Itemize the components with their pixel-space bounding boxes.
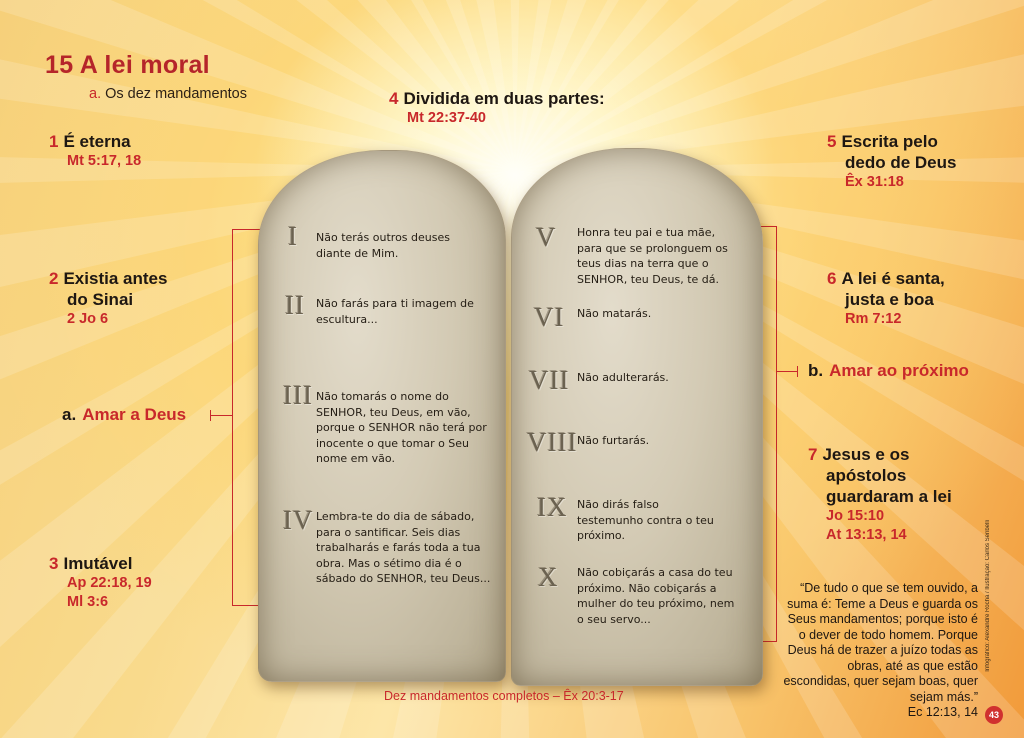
love-god-text: Amar a Deus bbox=[82, 405, 187, 424]
point-heading: Imutável bbox=[63, 554, 133, 573]
commandment-numeral: I bbox=[288, 221, 298, 251]
point-reference: Mt 22:37-40 bbox=[407, 110, 486, 126]
point-heading-line: dedo de Deus bbox=[845, 153, 957, 172]
point-heading-line: justa e boa bbox=[845, 290, 934, 309]
commandment-text: Não dirás falso testemunho contra o teu próximo. bbox=[577, 498, 714, 542]
commandment-text: Não cobiçarás a casa do teu próximo. Não cobiçarás a mulher do teu próximo, nem o seu servo... bbox=[577, 566, 735, 626]
point-heading: Dividida em duas partes: bbox=[403, 89, 605, 108]
commandment-text: Não matarás. bbox=[577, 307, 652, 320]
point-number: 4 bbox=[389, 89, 399, 108]
commandment-numeral: IX bbox=[537, 492, 568, 522]
point-heading: Existia antes bbox=[63, 269, 168, 288]
commandment-text: Lembra-te do dia de sábado, para o santificar. Seis dias trabalharás e farás toda a tua obra. Mas o sétimo dia é o sábado do SENHOR, teu Deus... bbox=[316, 510, 491, 585]
connector-line bbox=[776, 371, 798, 372]
point-reference: Êx 31:18 bbox=[845, 174, 904, 190]
point-heading: Jesus e os bbox=[822, 445, 910, 464]
footer-reference: Dez mandamentos completos – Êx 20:3-17 bbox=[384, 689, 624, 703]
page-subtitle bbox=[89, 86, 247, 102]
point-number: 3 bbox=[49, 554, 59, 573]
point-reference: Rm 7:12 bbox=[845, 311, 902, 327]
point-heading-line: guardaram a lei bbox=[826, 487, 952, 506]
commandment-numeral: III bbox=[283, 380, 313, 410]
point-number: 2 bbox=[49, 269, 59, 288]
point-3 bbox=[49, 553, 152, 612]
commandment-text: Não terás outros deuses diante de Mim. bbox=[316, 231, 450, 260]
point-heading-line: do Sinai bbox=[67, 290, 134, 309]
point-heading: Escrita pelo bbox=[841, 132, 938, 151]
love-neighbor-text: Amar ao próximo bbox=[829, 361, 969, 380]
commandment-text: Não adulterarás. bbox=[577, 371, 669, 384]
love-neighbor-letter: b. bbox=[808, 361, 824, 380]
subtitle-text: Os dez mandamentos bbox=[105, 86, 247, 102]
point-7 bbox=[808, 444, 952, 545]
commandment-numeral: VII bbox=[529, 365, 570, 395]
commandment-numeral: VI bbox=[534, 302, 565, 332]
love-god-label bbox=[62, 405, 186, 425]
subtitle-letter: a. bbox=[89, 86, 102, 102]
point-5 bbox=[827, 131, 956, 192]
quote-text: “De tudo o que se tem ouvido, a suma é: Teme a Deus e guarda os Seus mandamentos; porque isto é o dever de todo homem. Porque Deus há de trazer a juízo todas as obras, até as que estão escondidas, quer sejam boas, quer sejam más.” bbox=[783, 581, 978, 704]
point-heading-line: apóstolos bbox=[826, 466, 907, 485]
point-2 bbox=[49, 268, 167, 329]
light-ray bbox=[515, 0, 746, 170]
point-heading: É eterna bbox=[63, 132, 131, 151]
page-title: 15 A lei moral bbox=[45, 51, 210, 79]
commandment-numeral: V bbox=[536, 222, 557, 252]
love-god-letter: a. bbox=[62, 405, 77, 424]
point-reference: 2 Jo 6 bbox=[67, 311, 109, 327]
point-6 bbox=[827, 268, 945, 329]
bible-quote bbox=[778, 581, 978, 721]
point-1 bbox=[49, 131, 141, 171]
commandment-numeral: X bbox=[538, 562, 559, 592]
commandment-text: Honra teu pai e tua mãe, para que se prolonguem os teus dias na terra que o SENHOR, teu Deus, te dá. bbox=[577, 226, 728, 286]
credit-text: Infográfico: Alexandre Rocha / Ilustração: Carlos Seribelli bbox=[985, 520, 991, 672]
commandment-text: Não farás para ti imagem de escultura... bbox=[316, 297, 474, 326]
point-reference: Mt 5:17, 18 bbox=[67, 153, 142, 169]
point-heading: A lei é santa, bbox=[841, 269, 945, 288]
commandment-numeral: IV bbox=[283, 505, 314, 535]
connector-tick bbox=[210, 410, 211, 421]
commandment-text: Não tomarás o nome do SENHOR, teu Deus, em vão, porque o SENHOR não terá por inocente o que tomar o Seu nome em vão. bbox=[316, 390, 487, 465]
commandment-numeral: II bbox=[285, 290, 305, 320]
point-number: 1 bbox=[49, 132, 59, 151]
love-neighbor-label bbox=[808, 361, 969, 381]
point-number: 6 bbox=[827, 269, 837, 288]
connector-line bbox=[210, 415, 232, 416]
point-reference: Jo 15:10 bbox=[826, 508, 885, 524]
light-ray bbox=[271, 0, 515, 170]
connector-tick bbox=[797, 366, 798, 377]
light-ray bbox=[101, 0, 515, 170]
point-number: 5 bbox=[827, 132, 837, 151]
page-number: 43 bbox=[985, 706, 1003, 724]
point-reference: At 13:13, 14 bbox=[826, 527, 907, 543]
point-reference: Ap 22:18, 19 bbox=[67, 575, 152, 591]
point-reference: Ml 3:6 bbox=[67, 594, 109, 610]
quote-reference: Ec 12:13, 14 bbox=[907, 705, 978, 719]
point-4 bbox=[389, 88, 605, 128]
light-ray bbox=[488, 0, 543, 170]
commandment-numeral: VIII bbox=[527, 427, 578, 457]
point-number: 7 bbox=[808, 445, 818, 464]
commandment-text: Não furtarás. bbox=[577, 434, 650, 447]
